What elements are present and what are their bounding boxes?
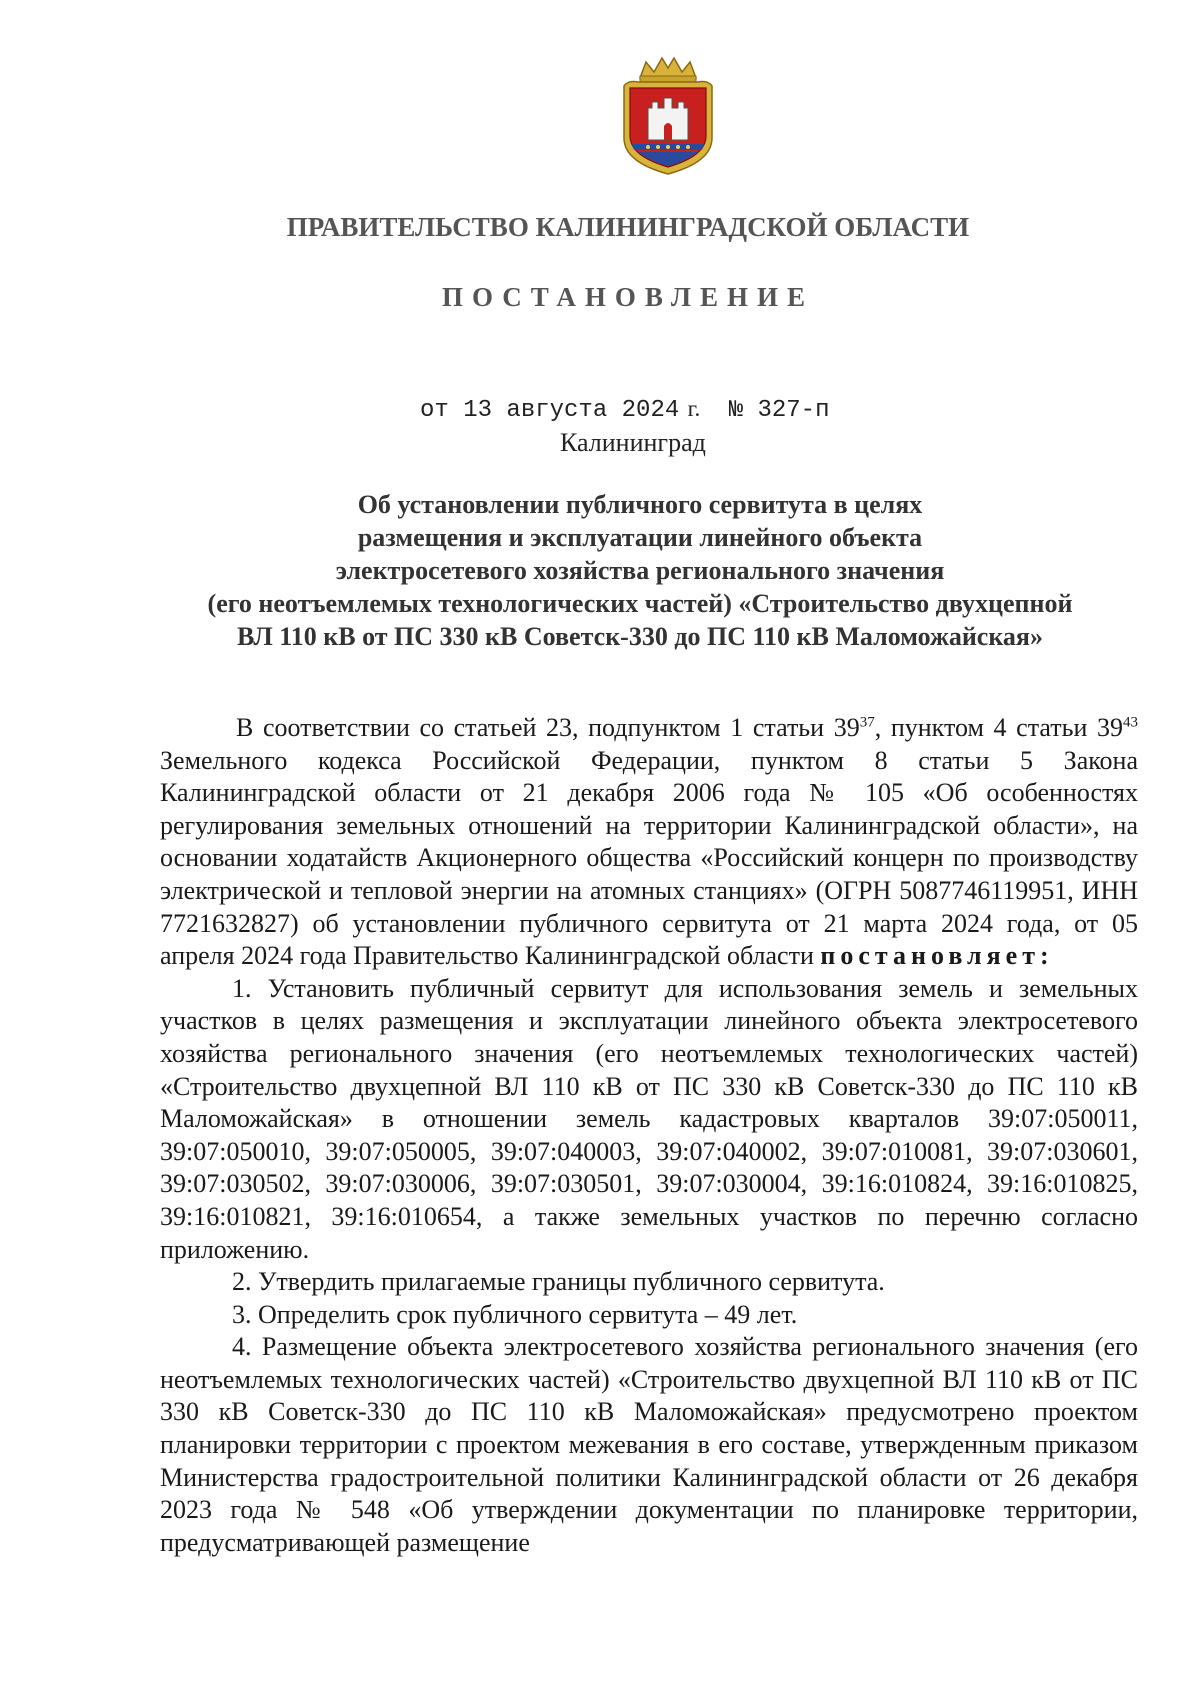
preamble-text: Земельного кодекса Российской Федерации, пунктом 8 статьи 5 Закона Калининградской области от 21 декабря 2006 года № 105 «Об особенностях регулирования земельных отношений на территории Калининградской области», на основании ходатайств Акционерного общества «Российский концерн по производству электрической и тепловой энергии на атомных станциях» (ОГРН 5087746119951, ИНН 7721632827) об установлении публичного сервитута от 21 марта 2024 года, от 05 апреля 2024 года Правительство Калининградской области <box>160 745 1138 971</box>
preamble-text: В соответствии со статьей 23, подпунктом 1 статьи 39 <box>236 713 860 742</box>
article-superscript: 43 <box>1123 714 1138 731</box>
document-type: ПОСТАНОВЛЕНИЕ <box>441 282 815 312</box>
decree-date: от 13 августа 2024 <box>420 397 680 424</box>
preamble-text: , пунктом 4 статьи 39 <box>874 713 1123 742</box>
decree-heading <box>140 488 1140 653</box>
article-superscript: 37 <box>859 714 875 731</box>
item-paragraph: 3. Определить срок публичного сервитута – 49 лет. <box>232 1299 798 1329</box>
heading-line: электросетевого хозяйства регионального значения <box>335 556 945 585</box>
heading-line: (его неотъемлемых технологических частей) «Строительство двухцепной <box>207 589 1073 618</box>
decree-date-number <box>420 396 829 424</box>
preamble-paragraph <box>160 712 1138 973</box>
city-name: Калининград <box>560 428 706 457</box>
item-paragraph: 1. Установить публичный сервитут для использования земель и земельных участков в целях размещения и эксплуатации линейного объекта электросетевого хозяйства регионального значения (его неотъемлемых технологических частей) «Строительство двухцепной ВЛ 110 кВ от ПС 330 кВ Советск-330 до ПС 110 кВ Маломожайская» в отношении земель кадастровых кварталов 39:07:050011, 39:07:050010, 39:07:050005, 39:07:040003, 39:07:040002, 39:07:010081, 39:07:030601, 39:07:030502, 39:07:030006, 39:07:030501, 39:07:030004, 39:16:010824, 39:16:010825, 39:16:010821, 39:16:010654, а также земельных участков по перечню согласно приложению. <box>160 973 1138 1264</box>
resolves-word: постановляет: <box>820 941 1054 971</box>
coat-of-arms-emblem <box>618 56 718 176</box>
heading-line: размещения и эксплуатации линейного объекта <box>357 523 923 552</box>
year-mark: г. <box>687 396 701 421</box>
item-paragraph: 4. Размещение объекта электросетевого хозяйства регионального значения (его неотъемлемых технологических частей) «Строительство двухцепной ВЛ 110 кВ от ПС 330 кВ Советск-330 до ПС 110 кВ Маломожайская» предусмотрено проектом планировки территории с проектом межевания в его составе, утвержденным приказом Министерства градостроительной политики Калининградской области от 26 декабря 2023 года № 548 «Об утверждении документации по планировке территории, предусматривающей размещение <box>160 1332 1138 1557</box>
heading-line: Об установлении публичного сервитута в целях <box>357 490 923 519</box>
decree-number: № 327-п <box>728 397 830 424</box>
item-paragraph: 2. Утвердить прилагаемые границы публичного сервитута. <box>232 1267 885 1297</box>
heading-line: ВЛ 110 кВ от ПС 330 кВ Советск-330 до ПС 110 кВ Маломожайская» <box>237 622 1043 651</box>
government-name: ПРАВИТЕЛЬСТВО КАЛИНИНГРАДСКОЙ ОБЛАСТИ <box>286 212 970 242</box>
decree-body <box>160 712 1138 1559</box>
